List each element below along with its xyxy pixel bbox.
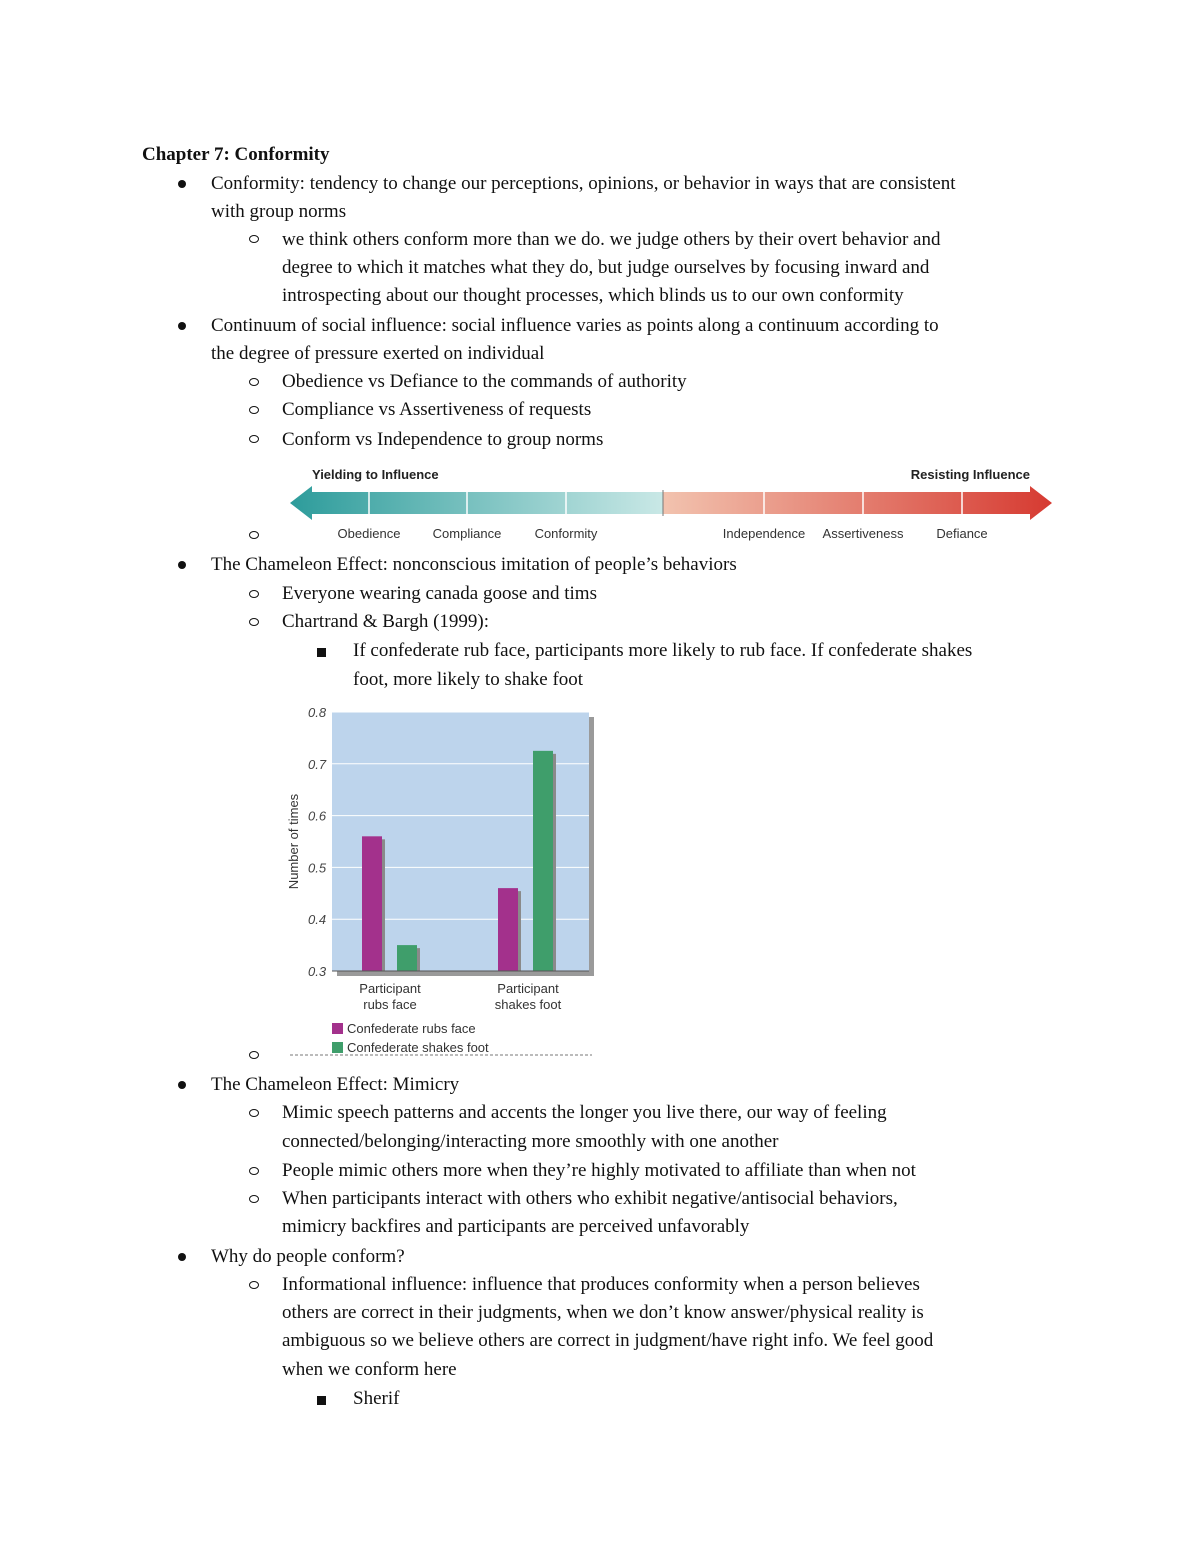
chart-y-tick-label: 0.3 [308, 964, 327, 979]
chameleon-example: Everyone wearing canada goose and tims [282, 583, 597, 604]
circle-bullet-icon [249, 1167, 259, 1175]
chart-bar [533, 751, 553, 971]
bullet-icon [178, 180, 186, 188]
chart-y-tick-label: 0.5 [308, 860, 327, 876]
label-assertiveness: Assertiveness [822, 526, 904, 541]
label-defiance: Defiance [936, 526, 988, 541]
continuum-definition-cont: the degree of pressure exerted on individual [211, 343, 545, 364]
circle-bullet-icon [249, 618, 259, 626]
bullet-icon [178, 1081, 186, 1089]
legend-label: Confederate rubs face [347, 1021, 476, 1036]
chart-bar [397, 945, 417, 971]
conformity-definition: Conformity: tendency to change our perceptions, opinions, or behavior in ways that are consistent [211, 173, 956, 194]
square-bullet-icon [317, 648, 326, 657]
chart-y-tick-label: 0.8 [308, 705, 327, 720]
chart-y-axis-label: Number of times [286, 793, 301, 890]
chart-category-label: Participant [359, 981, 421, 996]
informational-influence-cont: others are correct in their judgments, when we don’t know answer/physical reality is [282, 1302, 924, 1323]
square-bullet-icon [317, 1396, 326, 1405]
chameleon-study-finding: If confederate rub face, participants more likely to rub face. If confederate shakes [353, 640, 973, 661]
informational-influence: Informational influence: influence that produces conformity when a person believes [282, 1274, 920, 1295]
circle-bullet-icon [249, 1195, 259, 1203]
chart-bar [362, 836, 382, 971]
label-compliance: Compliance [432, 526, 502, 541]
chart-y-tick-label: 0.4 [308, 912, 327, 928]
resisting-arrow [663, 486, 1052, 520]
circle-bullet-icon [249, 1109, 259, 1117]
chart-category-label: Participant [497, 981, 559, 996]
mimicry-affiliate: People mimic others more when they’re highly motivated to affiliate than when not [282, 1160, 916, 1181]
mimicry-heading: The Chameleon Effect: Mimicry [211, 1074, 460, 1095]
chameleon-definition: The Chameleon Effect: nonconscious imitation of people’s behaviors [211, 554, 737, 575]
conformity-sub-point-cont: degree to which it matches what they do, but judge ourselves by focusing inward and [282, 257, 930, 278]
continuum-definition: Continuum of social influence: social influence varies as points along a continuum according to [211, 315, 939, 336]
yielding-arrow [290, 486, 663, 520]
legend-swatch [332, 1023, 343, 1034]
legend-label: Confederate shakes foot [347, 1040, 489, 1055]
informational-influence-cont: when we conform here [282, 1359, 457, 1380]
bullet-icon [178, 561, 186, 569]
bullet-icon [178, 1253, 186, 1261]
chart-category-label: shakes foot [494, 997, 562, 1012]
label-conformity: Conformity [534, 526, 598, 541]
yielding-heading: Yielding to Influence [312, 467, 439, 482]
conformity-sub-point: we think others conform more than we do. we judge others by their overt behavior and [282, 229, 941, 250]
mimicry-bar-chart [280, 700, 610, 1062]
circle-bullet-icon [249, 378, 259, 386]
conformity-sub-point-cont: introspecting about our thought processes, which blinds us to our own conformity [282, 285, 904, 306]
mimicry-speech: Mimic speech patterns and accents the longer you live there, our way of feeling [282, 1102, 887, 1123]
continuum-sub-compliance: Compliance vs Assertiveness of requests [282, 399, 592, 420]
circle-bullet-icon [249, 531, 259, 539]
sherif-item: Sherif [353, 1388, 400, 1409]
resisting-heading: Resisting Influence [910, 467, 1030, 482]
mimicry-backfires: When participants interact with others who exhibit negative/antisocial behaviors, [282, 1188, 898, 1209]
circle-bullet-icon [249, 406, 259, 414]
label-obedience: Obedience [337, 526, 401, 541]
circle-bullet-icon [249, 1281, 259, 1289]
continuum-sub-obedience: Obedience vs Defiance to the commands of authority [282, 371, 687, 392]
label-independence: Independence [722, 526, 806, 541]
continuum-sub-conform: Conform vs Independence to group norms [282, 429, 604, 450]
chameleon-study-finding-cont: foot, more likely to shake foot [353, 669, 584, 690]
circle-bullet-icon [249, 235, 259, 243]
chart-y-tick-label: 0.6 [308, 808, 327, 824]
page-title: Chapter 7: Conformity [142, 144, 330, 165]
mimicry-speech-cont: connected/belonging/interacting more smoothly with one another [282, 1131, 779, 1152]
circle-bullet-icon [249, 590, 259, 598]
circle-bullet-icon [249, 435, 259, 443]
continuum-figure [286, 462, 1058, 546]
chart-y-tick-label: 0.7 [308, 756, 327, 772]
chart-category-label: rubs face [363, 997, 417, 1012]
bullet-icon [178, 322, 186, 330]
mimicry-backfires-cont: mimicry backfires and participants are perceived unfavorably [282, 1216, 750, 1237]
conformity-definition-cont: with group norms [211, 201, 347, 222]
legend-swatch [332, 1042, 343, 1053]
why-conform-heading: Why do people conform? [211, 1246, 405, 1267]
informational-influence-cont: ambiguous so we believe others are correct in judgment/have right info. We feel good [282, 1330, 934, 1351]
chameleon-study: Chartrand & Bargh (1999): [282, 611, 490, 632]
chart-bar [498, 888, 518, 971]
circle-bullet-icon [249, 1051, 259, 1059]
